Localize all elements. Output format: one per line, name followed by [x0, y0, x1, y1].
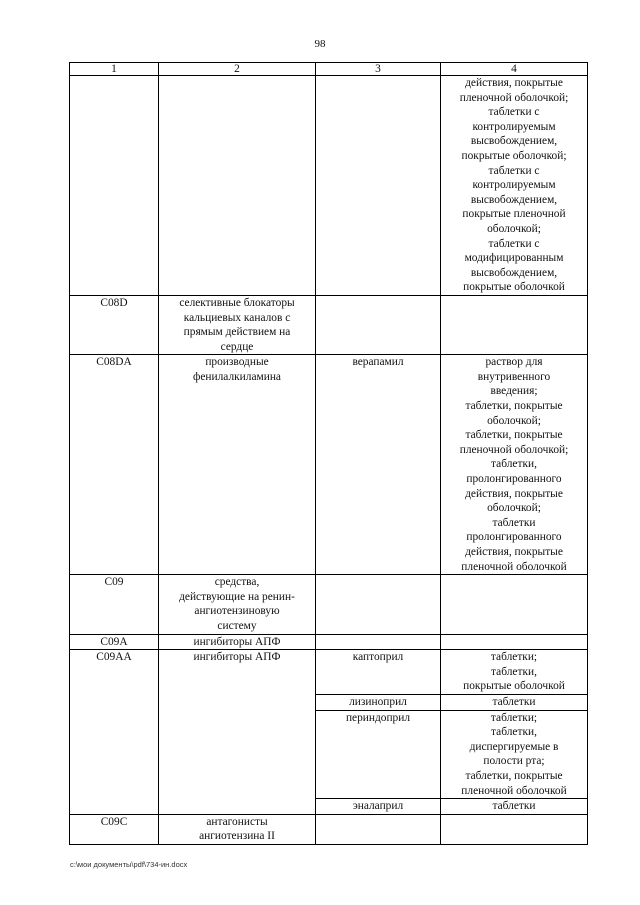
cell-forms	[441, 295, 588, 354]
cell-group	[159, 76, 316, 296]
cell-forms: действия, покрытые пленочной оболочкой; таблетки с контролируемым высвобождением, покрытые оболочкой; таблетки с контролируемым высвобождением, покрытые пленочной оболочкой; таблетки с модифицированным высвобождением, покрытые оболочкой	[441, 76, 588, 296]
cell-forms: раствор для внутривенного введения; таблетки, покрытые оболочкой; таблетки, покрытые пленочной оболочкой; таблетки, пролонгированного действия, покрытые оболочкой; таблетки пролонгированного действия, покрытые пленочной оболочкой	[441, 355, 588, 575]
cell-group: средства, действующие на ренин- ангиотензиновую систему	[159, 575, 316, 634]
drug-table	[69, 62, 588, 845]
cell-drug	[316, 575, 441, 634]
table-header-row	[70, 63, 588, 76]
cell-code	[70, 76, 159, 296]
table-row	[70, 814, 588, 844]
cell-code: C09AA	[70, 650, 159, 815]
cell-forms: таблетки; таблетки, покрытые оболочкой	[441, 650, 588, 695]
cell-group: антагонисты ангиотензина II	[159, 814, 316, 844]
cell-drug	[316, 814, 441, 844]
table-row	[70, 634, 588, 650]
table-row	[70, 295, 588, 354]
column-header-1: 1	[70, 63, 159, 76]
column-header-2: 2	[159, 63, 316, 76]
cell-drug	[316, 634, 441, 650]
cell-drug: каптоприл	[316, 650, 441, 695]
cell-forms	[441, 634, 588, 650]
cell-group: ингибиторы АПФ	[159, 650, 316, 815]
table-row	[70, 355, 588, 575]
cell-drug: периндоприл	[316, 710, 441, 799]
table-row	[70, 76, 588, 296]
cell-drug	[316, 295, 441, 354]
cell-code: C09A	[70, 634, 159, 650]
cell-code: C08D	[70, 295, 159, 354]
cell-forms: таблетки; таблетки, диспергируемые в полости рта; таблетки, покрытые пленочной оболочкой	[441, 710, 588, 799]
cell-drug: лизиноприл	[316, 694, 441, 710]
cell-group: селективные блокаторы кальциевых каналов с прямым действием на сердце	[159, 295, 316, 354]
footer-file-path: c:\мои документы\pdf\734-ин.docx	[70, 860, 188, 869]
table-row	[70, 650, 588, 695]
cell-drug: верапамил	[316, 355, 441, 575]
page-number: 98	[314, 38, 326, 50]
cell-forms: таблетки	[441, 694, 588, 710]
cell-code: C08DA	[70, 355, 159, 575]
cell-forms: таблетки	[441, 799, 588, 815]
cell-group: ингибиторы АПФ	[159, 634, 316, 650]
cell-code: C09	[70, 575, 159, 634]
column-header-4: 4	[441, 63, 588, 76]
cell-code: C09C	[70, 814, 159, 844]
cell-forms	[441, 814, 588, 844]
cell-group: производные фенилалкиламина	[159, 355, 316, 575]
cell-drug	[316, 76, 441, 296]
table-row	[70, 575, 588, 634]
column-header-3: 3	[316, 63, 441, 76]
cell-drug: эналаприл	[316, 799, 441, 815]
cell-forms	[441, 575, 588, 634]
